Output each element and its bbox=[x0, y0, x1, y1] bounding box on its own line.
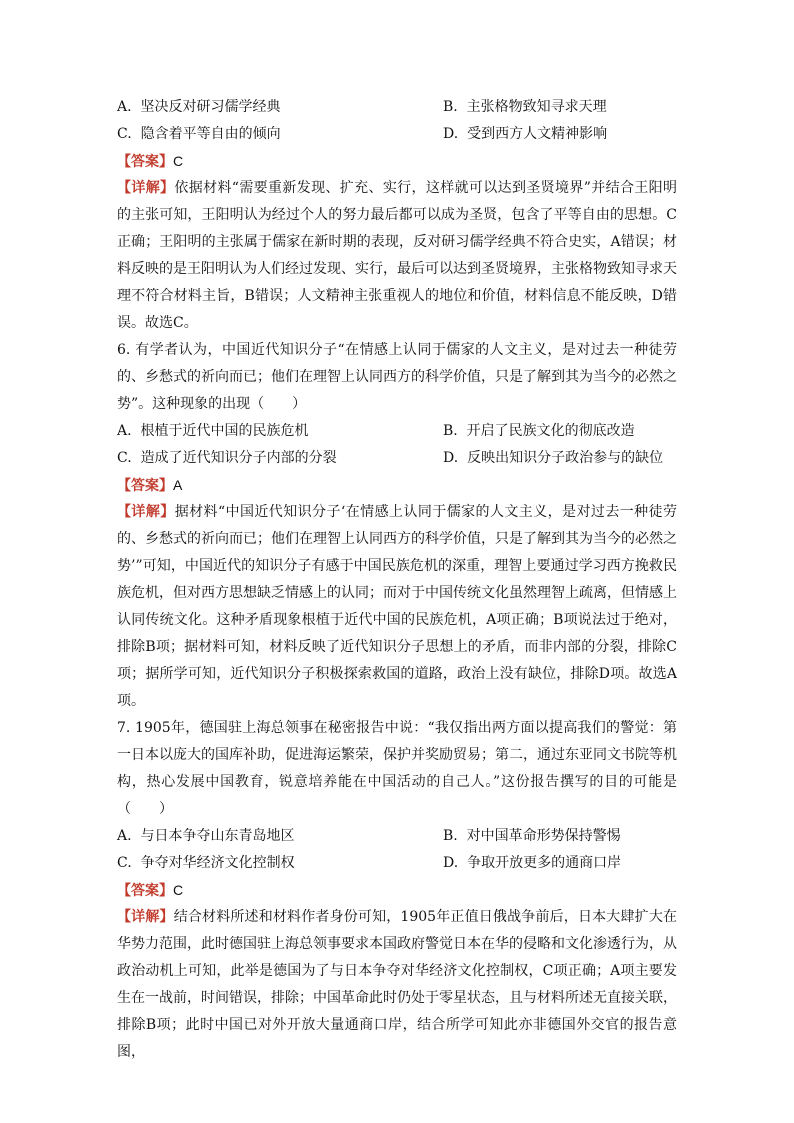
q6-option-d[interactable]: D. 反映出知识分子政治参与的缺位 bbox=[443, 450, 664, 466]
q5-option-c[interactable]: C. 隐含着平等自由的倾向 bbox=[117, 126, 281, 142]
explain-text: 依据材料“需要重新发现、扩充、实行，这样就可以达到圣贤境界”并结合王阳明的主张可知，王阳明认为经过个人的努力最后都可以成为圣贤，包含了平等自由的思想。C正确；王阳明的主张属于儒家在新时期的表现，反对研习儒学经典不符合史实，A错误；材料反映的是王阳明认为人们经过发现、实行，最后可以达到圣贤境界，主张格物致知寻求天理不符合材料主旨，B错误；人文精神主张重视人的地位和价值，材料信息不能反映，D错误。故选C。 bbox=[117, 180, 678, 331]
q6-stem: 6. 有学者认为，中国近代知识分子“在情感上认同于儒家的人文主义，是对过去一种徒劳的、乡愁式的祈向而已；他们在理智上认同西方的科学价值，只是了解到其为当今的必然之势”。这种现象的出现（ ） bbox=[117, 342, 677, 412]
q7-option-row-2 bbox=[117, 850, 677, 877]
answer-tag: 【答案】 bbox=[117, 478, 173, 494]
q5-option-row-2 bbox=[117, 121, 677, 148]
q5-option-d[interactable]: D. 受到西方人文精神影响 bbox=[443, 126, 608, 142]
explain-tag: 【详解】 bbox=[117, 180, 175, 196]
explain-text: 结合材料所述和材料作者身份可知，1905年正值日俄战争前后，日本大肆扩大在华势力范围，此时德国驻上海总领事要求本国政府警觉日本在华的侵略和文化渗透行为，从政治动机上可知，此举是德国为了与日本争夺对华经济文化控制权，C项正确；A项主要发生在一战前，时间错误，排除；中国革命此时仍处于零星状态，且与材料所述无直接关联，排除B项；此时中国已对外开放大量通商口岸，结合所学可知此亦非德国外交官的报告意图， bbox=[117, 909, 677, 1060]
q7-answer bbox=[117, 877, 677, 904]
q5-answer bbox=[117, 148, 677, 175]
answer-value: A bbox=[173, 477, 183, 493]
q5-option-b[interactable]: B. 主张格物致知寻求天理 bbox=[443, 99, 607, 115]
q7-option-a[interactable]: A. 与日本争夺山东青岛地区 bbox=[117, 828, 295, 844]
q6-option-row-2 bbox=[117, 445, 677, 472]
q7-stem: 7. 1905年，德国驻上海总领事在秘密报告中说：“我仅指出两方面以提高我们的警觉：第一日本以庞大的国库补助，促进海运繁荣，保护并奖励贸易；第二，通过东亚同文书院等机构，热心发展中国教育，锐意培养能在中国活动的自己人。”这份报告撰写的目的可能是（ ） bbox=[117, 720, 677, 817]
q6-explanation bbox=[117, 499, 677, 715]
explain-tag: 【详解】 bbox=[117, 504, 175, 520]
q6-option-row-1 bbox=[117, 418, 677, 445]
q7-option-c[interactable]: C. 争夺对华经济文化控制权 bbox=[117, 855, 295, 871]
q6-option-a[interactable]: A. 根植于近代中国的民族危机 bbox=[117, 423, 309, 439]
answer-tag: 【答案】 bbox=[117, 883, 173, 899]
q7-option-b[interactable]: B. 对中国革命形势保持警惕 bbox=[443, 828, 621, 844]
q5-explanation bbox=[117, 175, 677, 337]
explain-text: 据材料“中国近代知识分子‘在情感上认同于儒家的人文主义，是对过去一种徒劳的、乡愁式的祈向而已；他们在理智上认同西方的科学价值，只是了解到其为当今的必然之势’”可知，中国近代的知识分子有感于中国民族危机的深重，理智上要通过学习西方挽救民族危机，但对西方思想缺乏情感上的认同；而对于中国传统文化虽然理智上疏离，但情感上认同传统文化。这种矛盾现象根植于近代中国的民族危机，A项正确；B项说法过于绝对，排除B项；据材料可知，材料反映了近代知识分子思想上的矛盾，而非内部的分裂，排除C项；据所学可知，近代知识分子积极探索救国的道路，政治上没有缺位，排除D项。故选A项。 bbox=[117, 504, 678, 709]
answer-value: C bbox=[173, 153, 184, 169]
q7-explanation bbox=[117, 904, 677, 1066]
q6-answer bbox=[117, 472, 677, 499]
answer-tag: 【答案】 bbox=[117, 154, 173, 170]
q5-option-row-1 bbox=[117, 94, 677, 121]
q7-option-d[interactable]: D. 争取开放更多的通商口岸 bbox=[443, 855, 622, 871]
q7-option-row-1 bbox=[117, 823, 677, 850]
explain-tag: 【详解】 bbox=[117, 909, 174, 925]
q6-option-b[interactable]: B. 开启了民族文化的彻底改造 bbox=[443, 423, 635, 439]
q6-option-c[interactable]: C. 造成了近代知识分子内部的分裂 bbox=[117, 450, 337, 466]
q5-option-a[interactable]: A. 坚决反对研习儒学经典 bbox=[117, 99, 281, 115]
answer-value: C bbox=[173, 882, 184, 898]
document-page bbox=[117, 94, 677, 1066]
